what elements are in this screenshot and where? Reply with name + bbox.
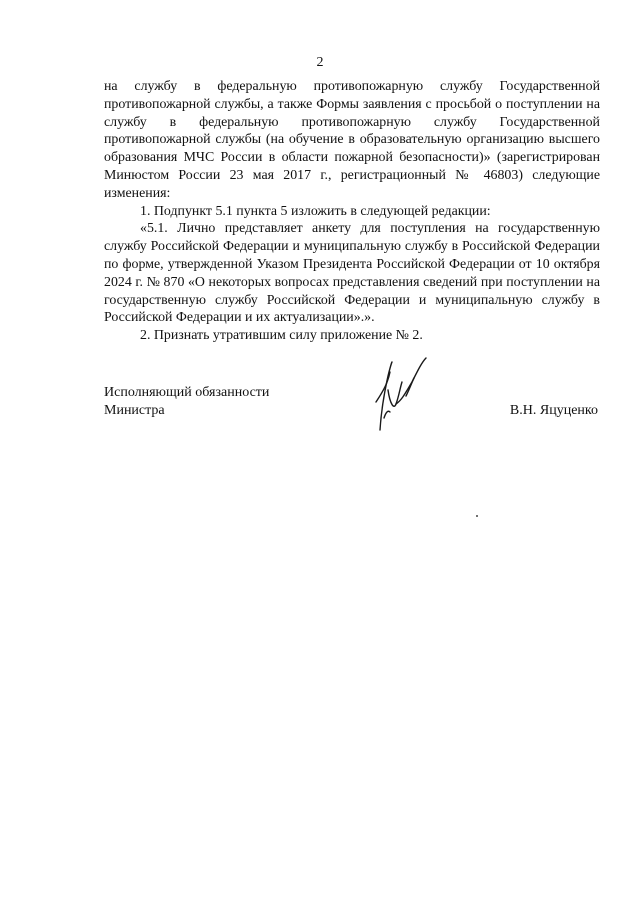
signer-name: В.Н. Яцуценко	[509, 403, 598, 418]
document-body	[104, 78, 600, 345]
item-1-paragraph: 1. Подпункт 5.1 пункта 5 изложить в следующей редакции:	[140, 203, 491, 219]
signer-title	[104, 384, 269, 420]
page-number: 2	[316, 55, 324, 70]
item-2-paragraph: 2. Признать утратившим силу приложение № 2.	[140, 328, 423, 344]
quoted-amendment-paragraph: «5.1. Лично представляет анкету для поступления на государственную службу Российской Федерации и муниципальную службу в Российской Федерации по форме, утвержденной Указом Президента Российской Федерации от 10 октября 2024 г. № 870 «О некоторых вопросах представления сведений при поступлении на государственную службу Российской Федерации и муниципальную службу в Российской Федерации и их актуализации».».	[104, 221, 600, 326]
handwritten-signature	[366, 352, 446, 434]
signer-title-line-2: Министра	[104, 403, 165, 418]
signer-title-line-1: Исполняющий обязанности	[104, 385, 270, 400]
intro-paragraph: на службу в федеральную противопожарную службу Государственной противопожарной службы, а также Формы заявления с просьбой о поступлении на службу в федеральную противопожарную службу Государственной противопожарной службы (на обучение в образовательную организацию высшего образования МЧС России в области пожарной безопасности)» (зарегистрирован Минюстом России 23 мая 2017 г., регистрационный № 46803) следующие изменения:	[104, 79, 600, 201]
scan-speck	[476, 515, 478, 517]
